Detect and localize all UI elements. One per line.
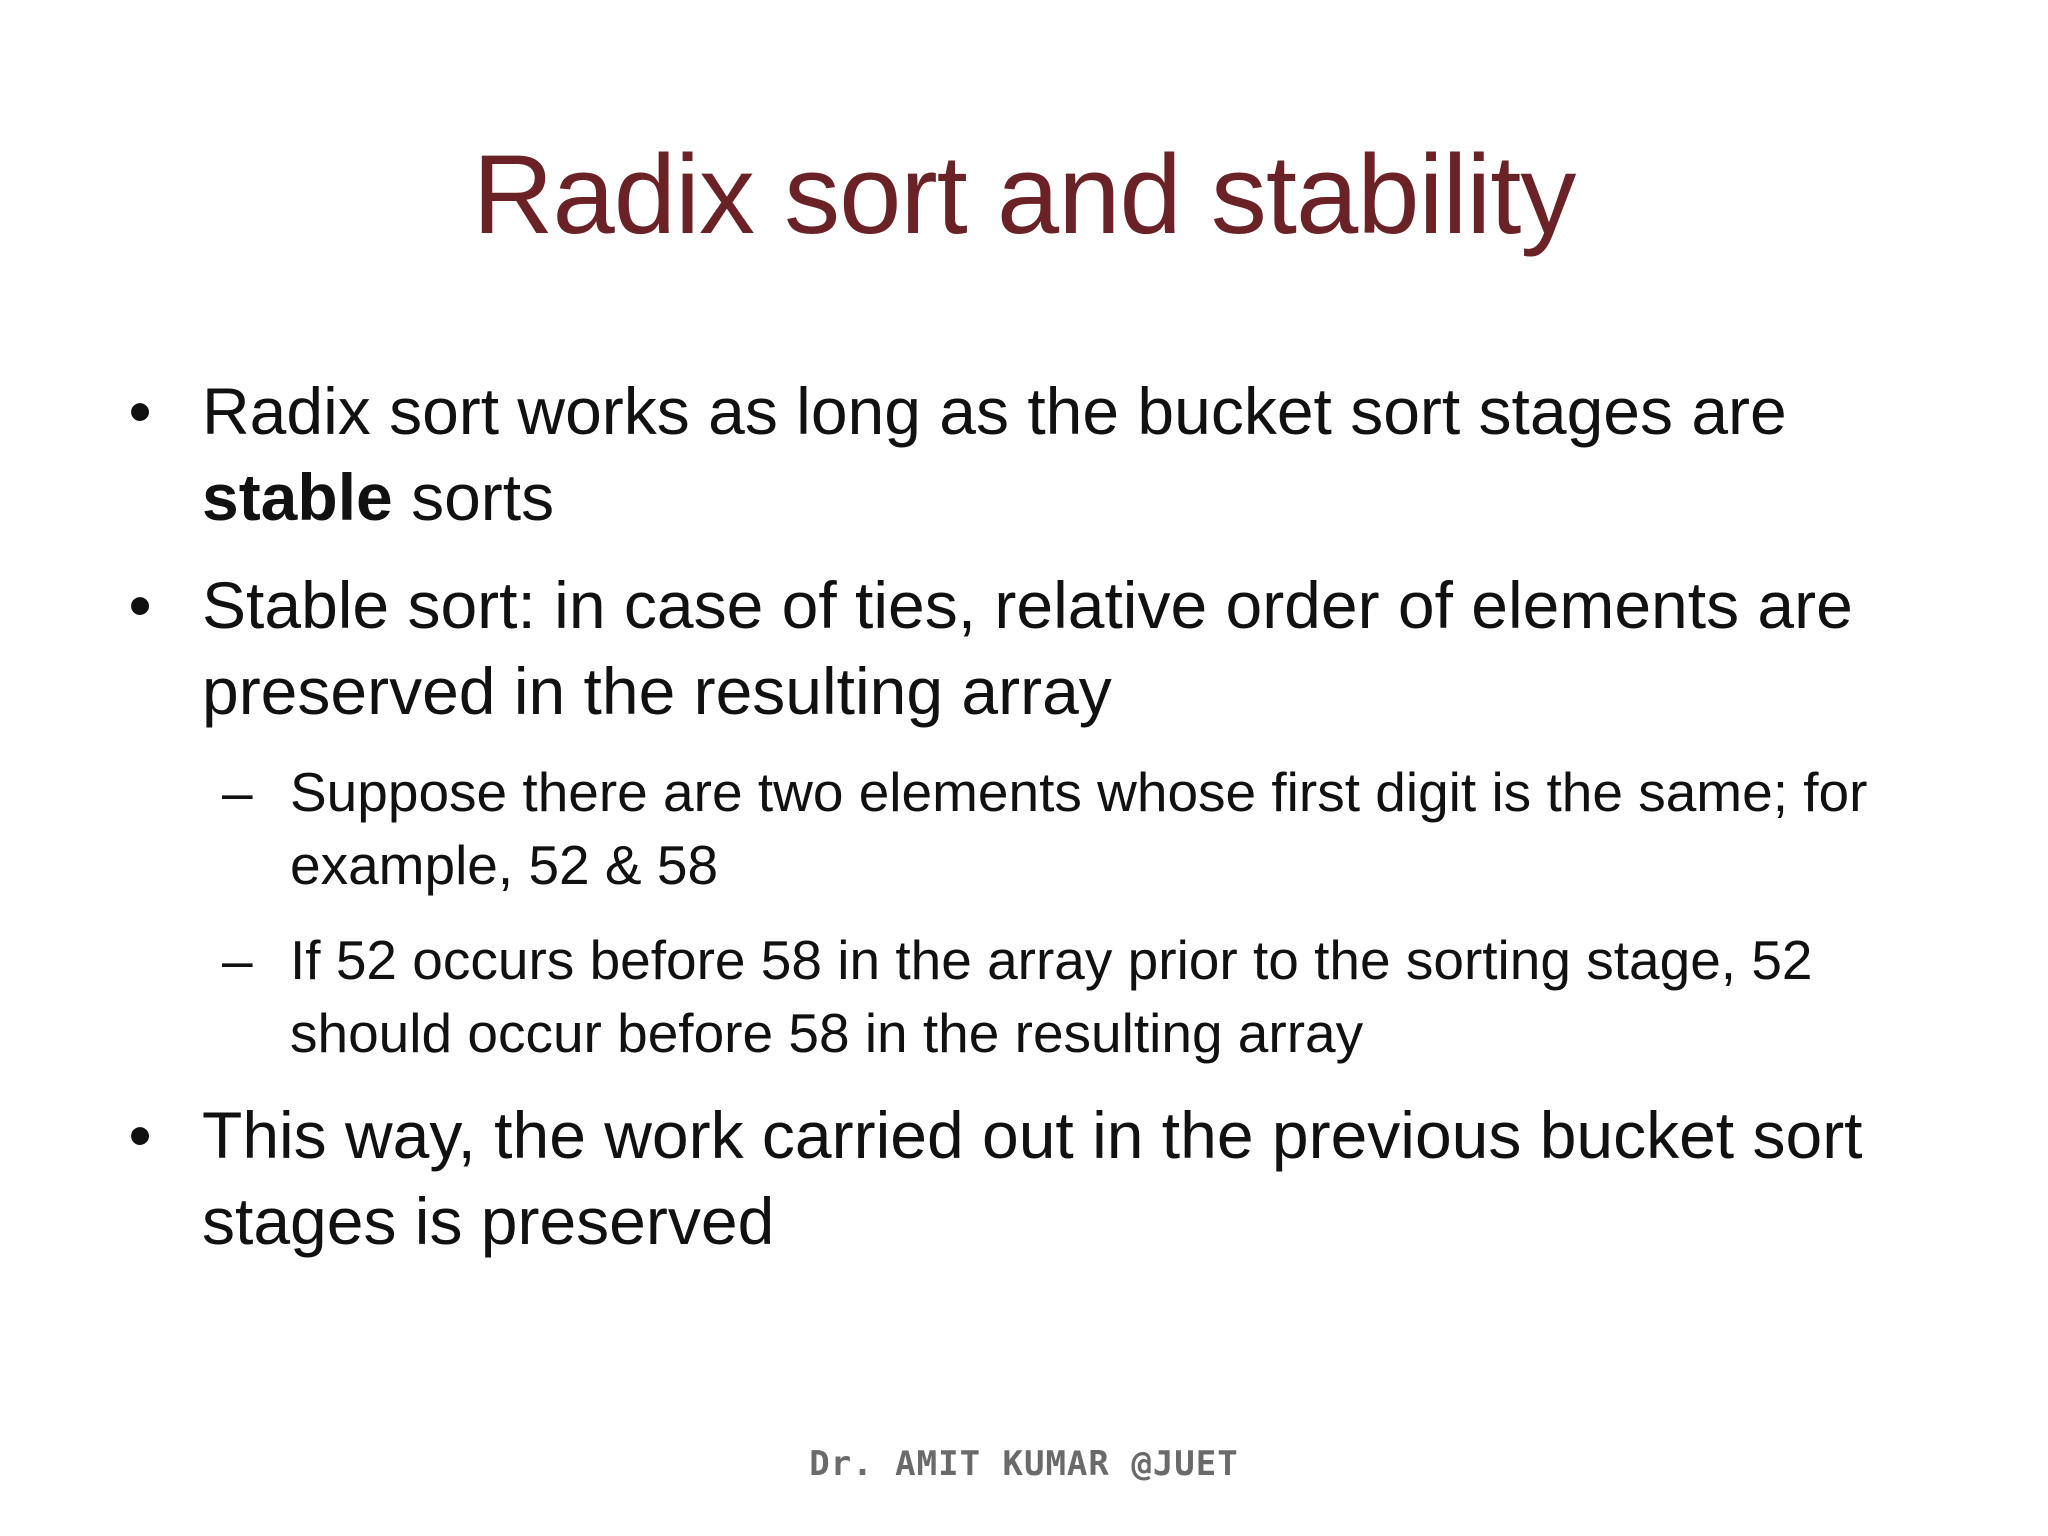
sub-bullet-item: [120, 924, 1960, 1070]
bullet-item: [120, 1092, 1960, 1264]
bullet-text: Stable sort: in case of ties, relative order of elements are preserved in the resulting array: [202, 568, 1853, 728]
bullet-marker: •: [128, 568, 152, 642]
bullet-marker: •: [128, 1098, 152, 1172]
bullet-text-tail: sorts: [392, 460, 555, 534]
bullet-list: [120, 368, 1960, 1286]
sub-bullet-text: If 52 occurs before 58 in the array prior to the sorting stage, 52 should occur before 58 in the resulting array: [290, 929, 1813, 1064]
bullet-marker: •: [128, 374, 152, 448]
bullet-item: [120, 368, 1960, 540]
sub-bullet-marker: –: [222, 929, 253, 991]
bullet-bold-text: stable: [202, 460, 393, 534]
sub-bullet-text: Suppose there are two elements whose first digit is the same; for example, 52 & 58: [290, 761, 1868, 896]
slide-title: Radix sort and stability: [472, 132, 1576, 257]
bullet-item: [120, 562, 1960, 734]
bullet-text: This way, the work carried out in the previous bucket sort stages is preserved: [202, 1098, 1863, 1258]
footer-credit: Dr. AMIT KUMAR @JUET: [809, 1444, 1239, 1484]
sub-bullet-item: [120, 756, 1960, 902]
sub-bullet-marker: –: [222, 761, 253, 823]
bullet-text: Radix sort works as long as the bucket sort stages are: [202, 374, 1787, 448]
